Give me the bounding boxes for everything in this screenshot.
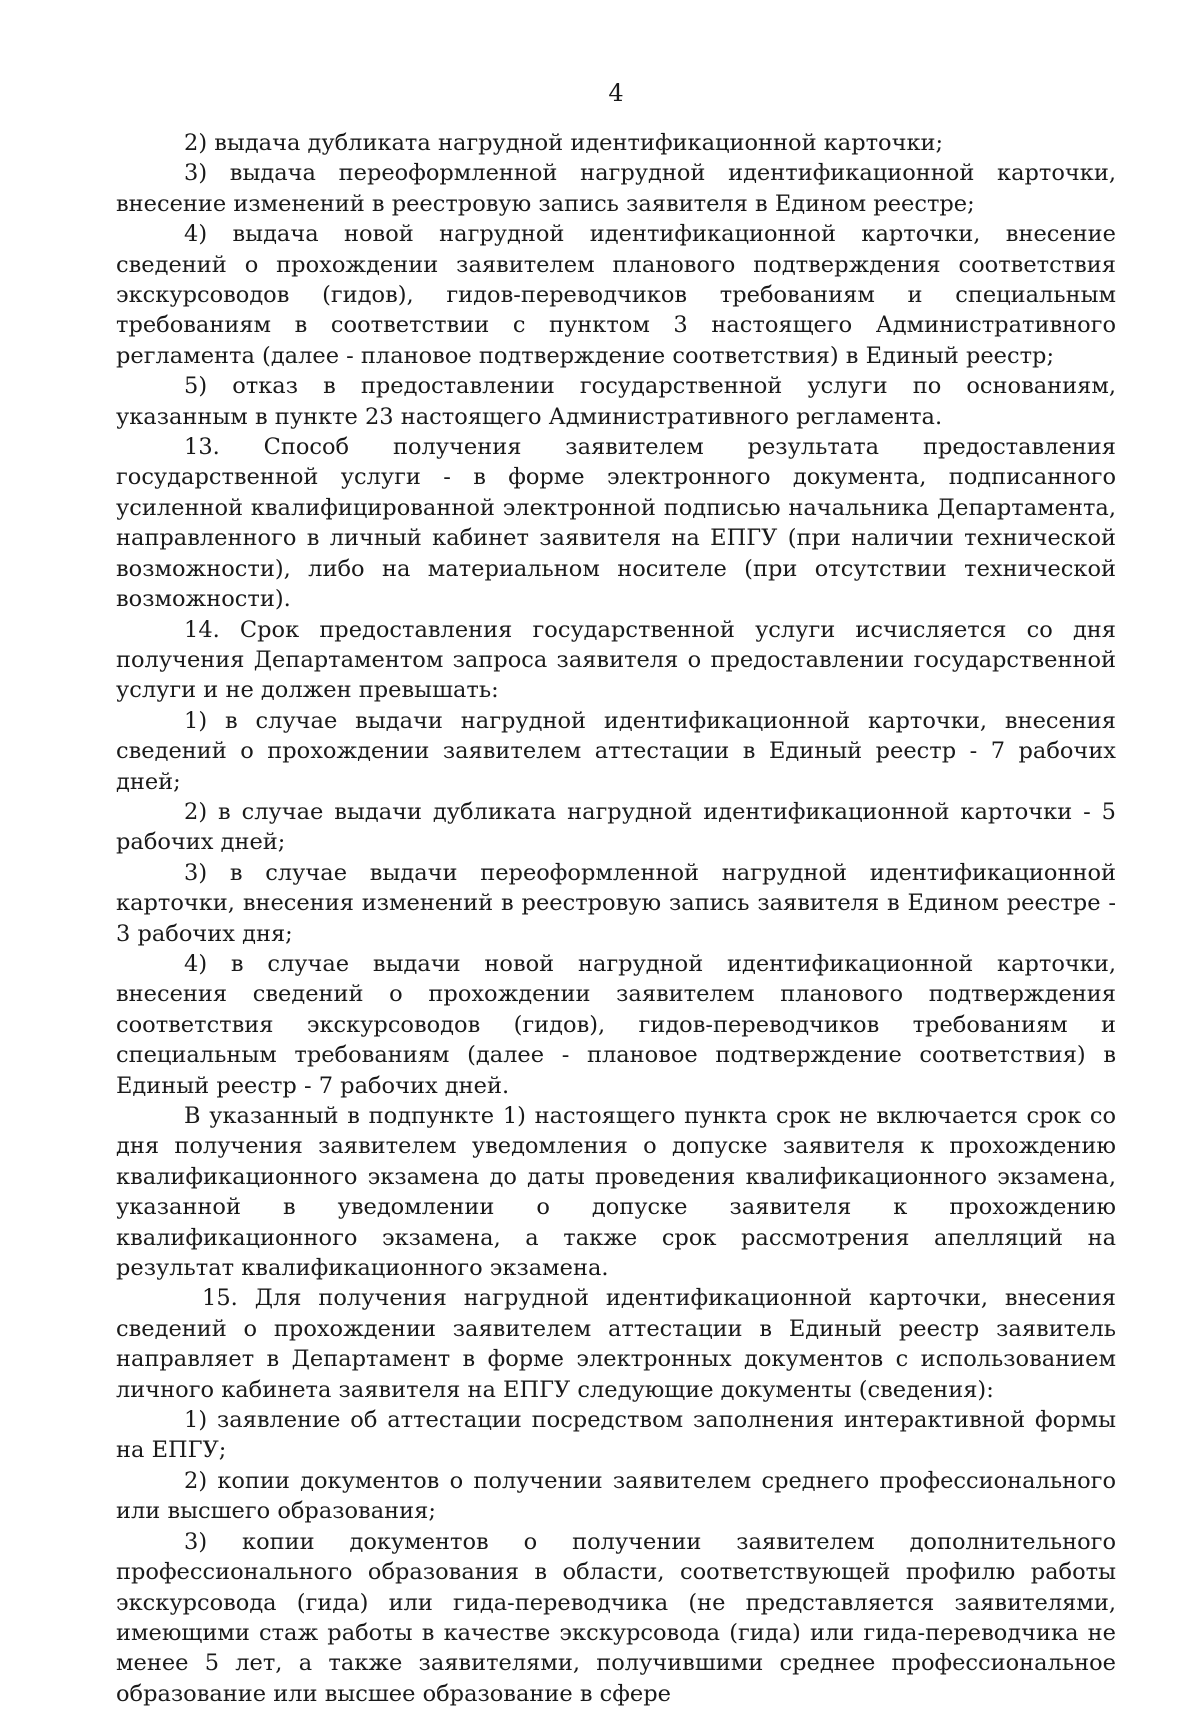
paragraph-14-3: 3) в случае выдачи переоформленной нагрудной идентификационной карточки, внесения изменений в реестровую запись заявителя в Едином реестре - 3 рабочих дня;: [116, 859, 1116, 947]
paragraph-15: 15. Для получения нагрудной идентификационной карточки, внесения сведений о прохождении заявителем аттестации в Единый реестр заявитель направляет в Департамент в форме электронных документов с использованием личного кабинета заявителя на ЕПГУ следующие документы (сведения):: [116, 1285, 1116, 1403]
paragraph-14-4: 4) в случае выдачи новой нагрудной идентификационной карточки, внесения сведений о прохождении заявителем планового подтверждения соответствия экскурсоводов (гидов), гидов-переводчиков требованиям и специальным требованиям (далее - плановое подтверждение соответствия) в Единый реестр - 7 рабочих дней.: [116, 950, 1116, 1099]
paragraph-15-3: 3) копии документов о получении заявителем дополнительного профессионального образования в области, соответствующей профилю работы экскурсовода (гида) или гида-переводчика (не представляется заявителями, имеющими стаж работы в качестве экскурсовода (гида) или гида-переводчика не менее 5 лет, а также заявителями, получившими среднее профессиональное образование или высшее образование в сфере: [116, 1528, 1116, 1707]
paragraph-15-1: 1) заявление об аттестации посредством заполнения интерактивной формы на ЕПГУ;: [116, 1407, 1116, 1464]
document-body: [116, 128, 1116, 1709]
paragraph-12-2: 2) выдача дубликата нагрудной идентификационной карточки;: [184, 130, 944, 156]
paragraph-12-5: 5) отказ в предоставлении государственной услуги по основаниям, указанным в пункте 23 настоящего Административного регламента.: [116, 373, 1116, 430]
paragraph-12-3: 3) выдача переоформленной нагрудной идентификационной карточки, внесение изменений в реестровую запись заявителя в Едином реестре;: [116, 160, 1116, 217]
paragraph-14-1: 1) в случае выдачи нагрудной идентификационной карточки, внесения сведений о прохождении заявителем аттестации в Единый реестр - 7 рабочих дней;: [116, 707, 1116, 795]
paragraph-14-note: В указанный в подпункте 1) настоящего пункта срок не включается срок со дня получения заявителем уведомления о допуске заявителя к прохождению квалификационного экзамена до даты проведения квалификационного экзамена, указанной в уведомлении о допуске заявителя к прохождению квалификационного экзамена, а также срок рассмотрения апелляций на результат квалификационного экзамена.: [116, 1103, 1116, 1282]
paragraph-13: 13. Способ получения заявителем результата предоставления государственной услуги - в форме электронного документа, подписанного усиленной квалифицированной электронной подписью начальника Департамента, направленного в личный кабинет заявителя на ЕПГУ (при наличии технической возможности), либо на материальном носителе (при отсутствии технической возможности).: [116, 434, 1116, 613]
paragraph-14: 14. Срок предоставления государственной услуги исчисляется со дня получения Департаментом запроса заявителя о предоставлении государственной услуги и не должен превышать:: [116, 616, 1116, 704]
page-number: 4: [608, 79, 624, 107]
paragraph-12-4: 4) выдача новой нагрудной идентификационной карточки, внесение сведений о прохождении заявителем планового подтверждения соответствия экскурсоводов (гидов), гидов-переводчиков требованиям и специальным требованиям в соответствии с пунктом 3 настоящего Административного регламента (далее - плановое подтверждение соответствия) в Единый реестр;: [116, 221, 1116, 369]
paragraph-14-2: 2) в случае выдачи дубликата нагрудной идентификационной карточки - 5 рабочих дней;: [116, 798, 1116, 856]
paragraph-15-2: 2) копии документов о получении заявителем среднего профессионального или высшего образования;: [116, 1467, 1116, 1525]
